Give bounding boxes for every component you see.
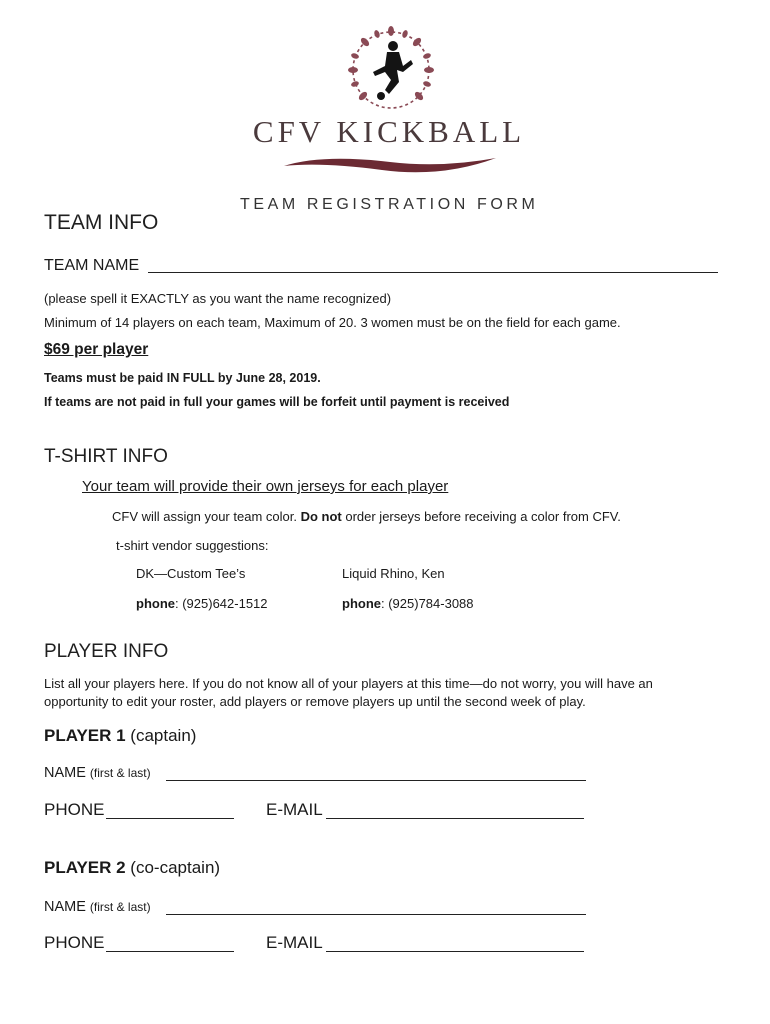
price-per-player: $69 per player bbox=[44, 341, 149, 358]
player-2-name-field[interactable] bbox=[166, 914, 586, 915]
tshirt-info-heading: T-SHIRT INFO bbox=[44, 446, 168, 467]
name-label: NAME bbox=[44, 899, 90, 915]
player-1-phone-field[interactable] bbox=[106, 818, 234, 819]
player-role: (co-captain) bbox=[125, 858, 221, 877]
phone-number: : (925)642-1512 bbox=[175, 596, 268, 611]
team-name-label: TEAM NAME bbox=[44, 257, 140, 274]
vendor-phone bbox=[342, 596, 474, 611]
name-hint: (first & last) bbox=[89, 766, 151, 780]
player-1-name-field[interactable] bbox=[166, 780, 586, 781]
player-role: (captain) bbox=[125, 726, 197, 745]
brand-swoosh bbox=[282, 152, 498, 182]
assign-post: order jerseys before receiving a color from CFV. bbox=[341, 509, 621, 524]
forfeit-note: If teams are not paid in full your games will be forfeit until payment is received bbox=[44, 395, 510, 409]
brand-name: CFV KICKBALL bbox=[252, 114, 526, 149]
vendor-name: DK—Custom Tee’s bbox=[136, 566, 246, 581]
player-2-name-label bbox=[44, 899, 151, 915]
vendor-label: t-shirt vendor suggestions: bbox=[116, 538, 269, 553]
player-1-phone-label: PHONE bbox=[44, 800, 105, 819]
player-label: PLAYER 1 bbox=[44, 726, 126, 745]
vendor-phone bbox=[136, 596, 268, 611]
name-hint: (first & last) bbox=[89, 900, 151, 914]
name-label: NAME bbox=[44, 765, 90, 781]
phone-label: phone bbox=[136, 596, 175, 611]
kickball-player-logo bbox=[345, 24, 437, 116]
team-name-field[interactable] bbox=[148, 272, 718, 273]
tshirt-subheading: Your team will provide their own jerseys for each player bbox=[82, 478, 449, 495]
player-1-name-label bbox=[44, 765, 151, 781]
player-2-email-field[interactable] bbox=[326, 951, 584, 952]
player-2-heading bbox=[44, 858, 220, 878]
player-1-email-label: E-MAIL bbox=[266, 800, 323, 819]
team-info-heading: TEAM INFO bbox=[44, 211, 159, 234]
player-info-heading: PLAYER INFO bbox=[44, 641, 169, 662]
player-2-email-label: E-MAIL bbox=[266, 933, 323, 952]
player-2-phone-label: PHONE bbox=[44, 933, 105, 952]
phone-number: : (925)784-3088 bbox=[381, 596, 474, 611]
color-assignment-note bbox=[112, 509, 621, 524]
players-note: Minimum of 14 players on each team, Maximum of 20. 3 women must be on the field for each game. bbox=[44, 315, 621, 330]
player-intro-line1: List all your players here. If you do not know all of your players at this time—do not worry, you will have an bbox=[44, 676, 653, 691]
spell-note: (please spell it EXACTLY as you want the name recognized) bbox=[44, 291, 392, 306]
player-intro-line2: opportunity to edit your roster, add players or remove players up until the second week of play. bbox=[44, 694, 586, 709]
player-1-heading bbox=[44, 726, 196, 746]
assign-bold: Do not bbox=[300, 509, 342, 524]
payment-deadline: Teams must be paid IN FULL by June 28, 2019. bbox=[44, 371, 321, 385]
phone-label: phone bbox=[342, 596, 381, 611]
form-title: TEAM REGISTRATION FORM bbox=[240, 196, 539, 213]
vendor-name: Liquid Rhino, Ken bbox=[342, 566, 445, 581]
player-2-phone-field[interactable] bbox=[106, 951, 234, 952]
player-label: PLAYER 2 bbox=[44, 858, 126, 877]
player-1-email-field[interactable] bbox=[326, 818, 584, 819]
assign-pre: CFV will assign your team color. bbox=[112, 509, 301, 524]
